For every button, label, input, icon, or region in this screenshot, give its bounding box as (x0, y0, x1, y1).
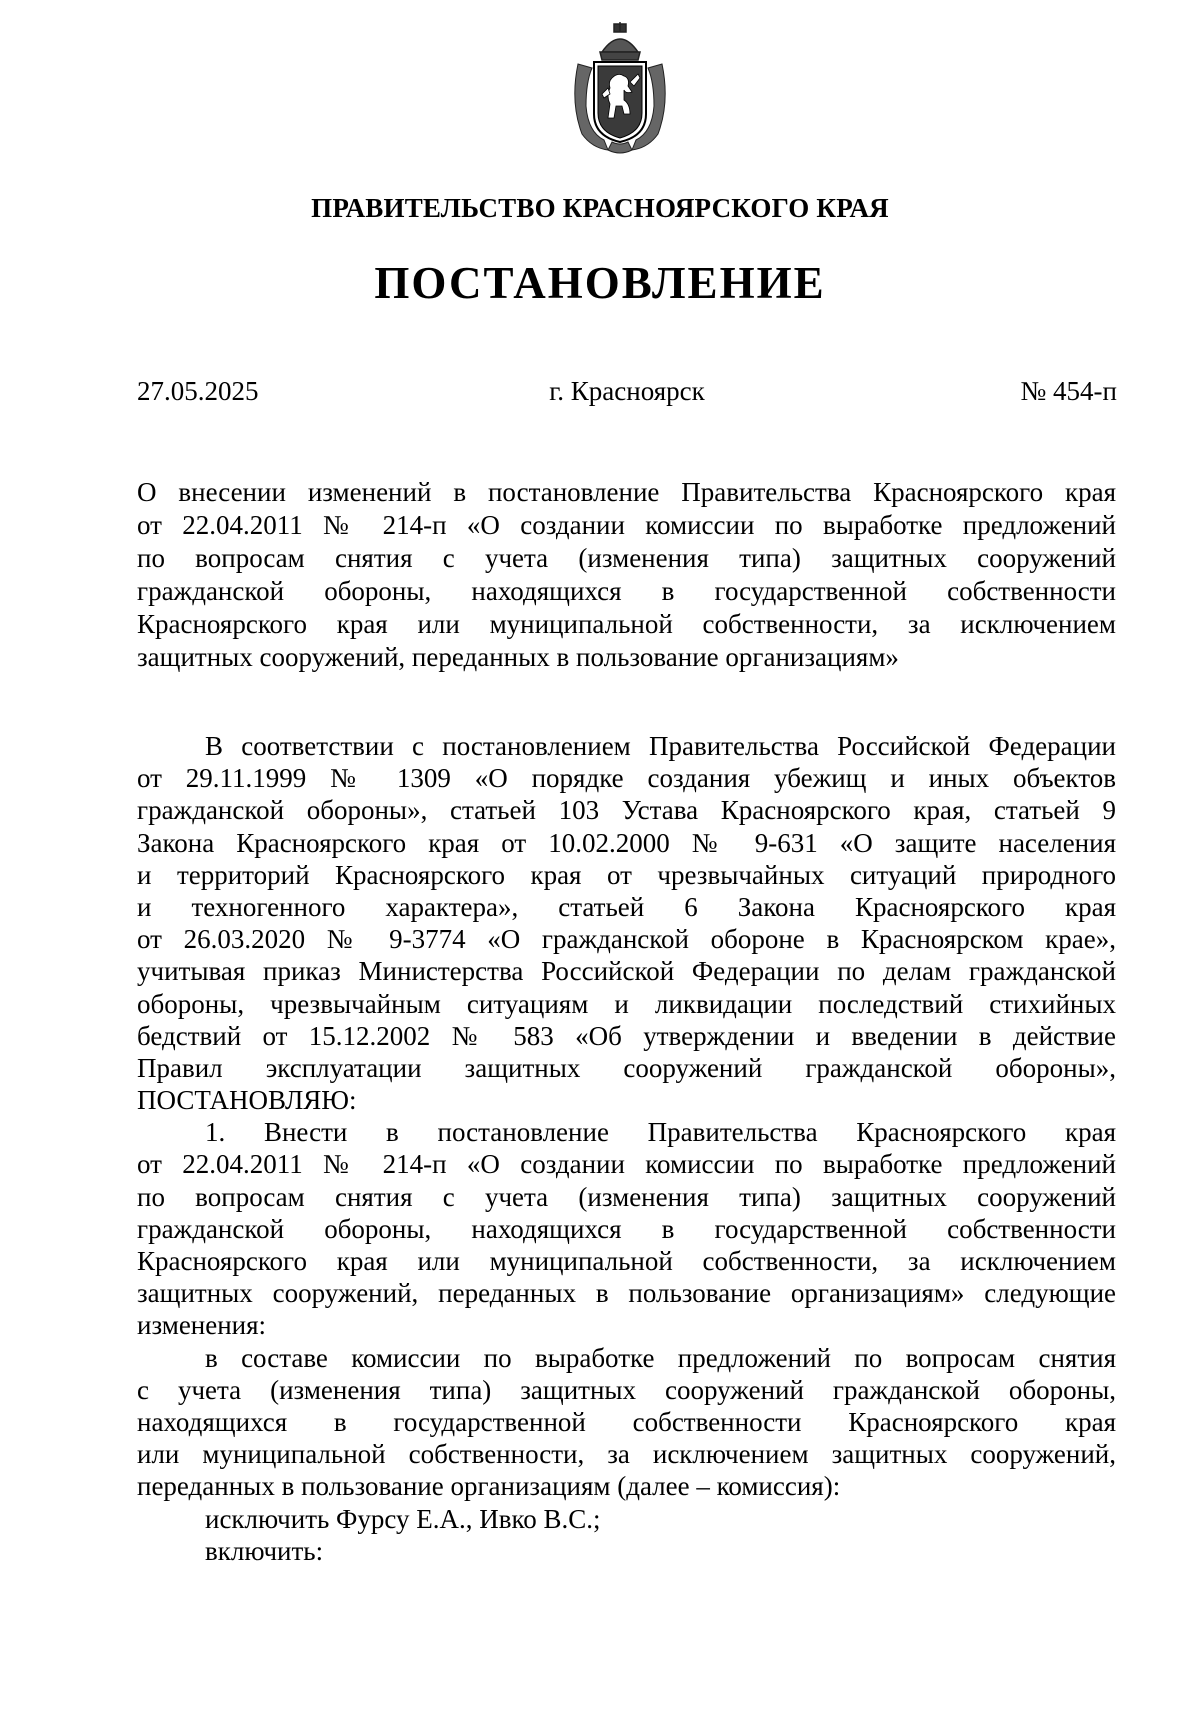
document-date: 27.05.2025 (137, 376, 259, 406)
organization-name: ПРАВИТЕЛЬСТВО КРАСНОЯРСКОГО КРАЯ (311, 193, 889, 223)
body-line: исключить Фурсу Е.А., Ивко В.С.; (205, 1503, 601, 1534)
document-body (137, 730, 1116, 1567)
body-line: защитных сооружений, переданных в пользование организациям» следующие (137, 1278, 1116, 1309)
body-line: включить: (205, 1535, 324, 1566)
subject-line: защитных сооружений, переданных в пользование организациям» (137, 642, 899, 672)
body-line: обороны, чрезвычайным ситуациям и ликвидации последствий стихийных (137, 988, 1116, 1019)
body-line: и территорий Красноярского края от чрезвычайных ситуаций природного (137, 859, 1116, 890)
body-line: Закона Красноярского края от 10.02.2000 № 9-631 «О защите населения (137, 827, 1116, 858)
body-line: Правил эксплуатации защитных сооружений гражданской обороны», (137, 1052, 1116, 1083)
subject-line: О внесении изменений в постановление Правительства Красноярского края (137, 477, 1116, 507)
subject-line: от 22.04.2011 № 214-п «О создании комиссии по выработке предложений (137, 510, 1116, 540)
body-line: учитывая приказ Министерства Российской Федерации по делам гражданской (137, 956, 1116, 987)
document-number: № 454-п (1020, 376, 1117, 406)
subject-line: по вопросам снятия с учета (изменения типа) защитных сооружений (137, 543, 1116, 573)
document-meta-row (137, 374, 1117, 408)
body-line: или муниципальной собственности, за исключением защитных сооружений, (137, 1439, 1116, 1470)
body-line: переданных в пользование организациям (далее – комиссия): (137, 1471, 841, 1502)
body-line: Красноярского края или муниципальной собственности, за исключением (137, 1246, 1116, 1276)
body-line: гражданской обороны, находящихся в государственной собственности (137, 1213, 1116, 1244)
subject-line: Красноярского края или муниципальной собственности, за исключением (137, 609, 1116, 639)
body-line: В соответствии с постановлением Правительства Российской Федерации (205, 731, 1116, 761)
document-subject (137, 476, 1116, 674)
krasnoyarsk-coat-of-arms-icon (568, 22, 672, 156)
body-line: и техногенного характера», статьей 6 Закона Красноярского края (137, 891, 1116, 922)
body-line: в составе комиссии по выработке предложений по вопросам снятия (205, 1342, 1116, 1373)
body-line: бедствий от 15.12.2002 № 583 «Об утверждении и введении в действие (137, 1020, 1116, 1051)
document-type-title: ПОСТАНОВЛЕНИЕ (374, 258, 826, 308)
body-line: гражданской обороны», статьей 103 Устава Красноярского края, статьей 9 (137, 795, 1116, 826)
body-line: изменения: (137, 1310, 267, 1341)
body-line: от 26.03.2020 № 9-3774 «О гражданской обороне в Красноярском крае», (137, 924, 1116, 955)
body-line: по вопросам снятия с учета (изменения типа) защитных сооружений (137, 1181, 1116, 1212)
resolution-keyword: ПОСТАНОВЛЯЮ: (137, 1085, 357, 1116)
body-line: 1. Внести в постановление Правительства Красноярского края (205, 1117, 1116, 1148)
document-city: г. Красноярск (549, 376, 705, 406)
body-line: от 22.04.2011 № 214-п «О создании комиссии по выработке предложений (137, 1149, 1116, 1180)
body-line: от 29.11.1999 № 1309 «О порядке создания убежищ и иных объектов (137, 763, 1116, 794)
body-line: находящихся в государственной собственности Красноярского края (137, 1406, 1116, 1437)
body-line: с учета (изменения типа) защитных сооружений гражданской обороны, (137, 1374, 1116, 1405)
subject-line: гражданской обороны, находящихся в государственной собственности (137, 576, 1116, 606)
